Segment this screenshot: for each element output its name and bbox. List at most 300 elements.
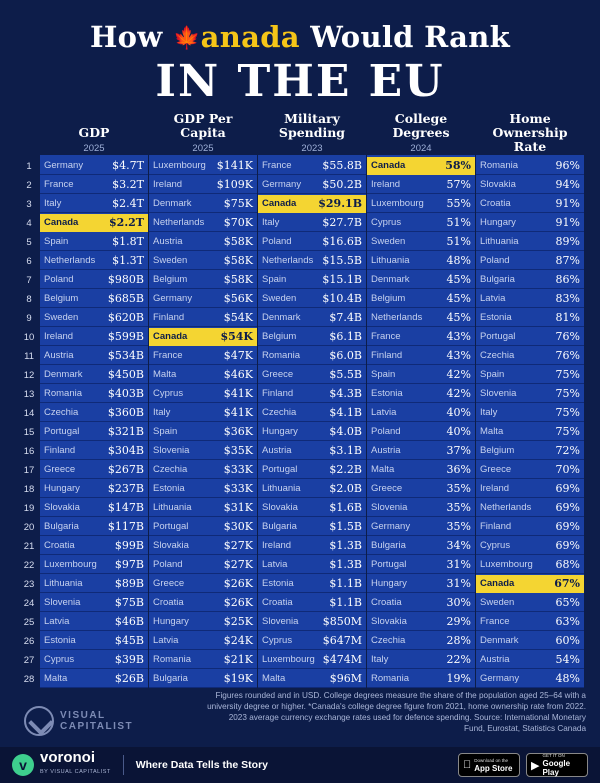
rank-number: 2 [26,180,32,191]
table-row [258,594,366,612]
highlight-row [258,195,366,213]
table-row [149,499,257,517]
table-row [149,461,257,479]
table-row [476,195,584,213]
table-row [40,575,148,593]
table-row [258,670,366,688]
table-row [367,480,475,498]
metric-value: $31K [223,501,253,514]
country-name: Germany [371,521,411,532]
country-name: Estonia [44,635,76,646]
country-name: Austria [44,350,74,361]
table-row [476,176,584,194]
country-name: Croatia [262,597,293,608]
rank-number: 25 [23,617,35,628]
metric-value: $980B [107,273,144,286]
rank-number: 18 [23,484,35,495]
metric-value: 70% [555,463,580,476]
metric-value: $474M [322,653,362,666]
table-row [40,328,148,346]
country-name: Italy [44,198,62,209]
title-line-2: IN THE EU [155,56,445,107]
table-row [40,556,148,574]
country-name: Belgium [262,331,297,342]
country-name: Austria [480,654,510,665]
metric-value: $19K [223,672,253,685]
rank-number: 19 [23,503,35,514]
country-name: Greece [44,464,76,475]
country-name: Canada [371,160,406,171]
metric-value: $26K [223,596,253,609]
country-name: Denmark [44,369,83,380]
column-header: Military Spending 2023 [278,111,346,154]
table-row [367,651,475,669]
table-row [149,252,257,270]
metric-value: $360B [107,406,144,419]
rank-number: 23 [23,579,35,590]
country-name: Latvia [262,559,288,570]
metric-value: $10.4B [322,292,362,305]
app-store-button[interactable]: Download on the App Store [458,753,520,777]
metric-value: 45% [446,311,471,324]
table-row [476,214,584,232]
metric-value: 65% [555,596,580,609]
table-row [258,366,366,384]
table-row [40,461,148,479]
metric-value: 40% [446,425,471,438]
rank-number: 15 [23,427,35,438]
table-row [40,404,148,422]
table-row [367,328,475,346]
metric-value: $46B [114,615,144,628]
metric-value: $75K [223,197,253,210]
metric-value: $534B [107,349,144,362]
country-name: Lithuania [480,236,519,247]
table-row [367,347,475,365]
rank-number: 28 [23,674,35,685]
table-row [40,632,148,650]
country-name: Austria [262,445,292,456]
country-name: France [44,179,74,190]
country-name: Cyprus [44,654,75,665]
metric-value: 67% [554,577,580,590]
metric-value: $33K [223,482,253,495]
table-row [258,651,366,669]
table-row [40,499,148,517]
country-name: Finland [153,312,185,323]
metric-value: $15.1B [322,273,362,286]
metric-value: $2.2B [329,463,362,476]
highlight-row [149,328,257,346]
rank-number: 13 [23,389,35,400]
metric-value: $70K [223,216,253,229]
country-name: Ireland [153,179,183,190]
country-name: Czechia [262,407,297,418]
table-row [149,613,257,631]
country-name: Estonia [153,483,185,494]
rank-number: 8 [26,294,32,305]
country-name: Denmark [480,635,519,646]
table-row [476,290,584,308]
country-name: Czechia [371,635,406,646]
metric-value: 31% [446,577,471,590]
metric-value: 81% [555,311,580,324]
country-name: Slovakia [480,179,516,190]
metric-value: $109K [216,178,253,191]
country-name: Netherlands [371,312,423,323]
metric-value: $35K [223,444,253,457]
country-name: Latvia [44,616,70,627]
table-row [476,252,584,270]
metric-value: 42% [446,387,471,400]
metric-value: $58K [223,254,253,267]
title-prefix: How [89,20,163,54]
metric-value: 31% [446,558,471,571]
table-row [476,309,584,327]
metric-value: $75B [114,596,144,609]
metric-value: 51% [446,235,471,248]
country-name: Portugal [262,464,298,475]
metric-value: 72% [555,444,580,457]
country-name: Italy [371,654,389,665]
rank-number: 1 [26,161,32,172]
country-name: Cyprus [262,635,293,646]
metric-value: 89% [555,235,580,248]
country-name: Germany [44,160,84,171]
metric-value: 91% [555,216,580,229]
country-name: Latvia [371,407,397,418]
table-row [40,195,148,213]
metric-value: 51% [446,216,471,229]
table-row [367,594,475,612]
metric-value: 69% [555,501,580,514]
metric-value: $26K [223,577,253,590]
country-name: Luxembourg [44,559,97,570]
table-row [40,385,148,403]
country-name: Luxembourg [153,160,206,171]
country-name: Greece [153,578,185,589]
table-row [258,328,366,346]
table-row [258,537,366,555]
metric-value: $1.6B [329,501,362,514]
country-name: France [153,350,183,361]
table-row [476,537,584,555]
metric-value: $4.7T [112,159,144,172]
metric-value: $36K [223,425,253,438]
table-row [476,366,584,384]
vc-mark-icon [24,706,54,736]
country-name: Estonia [480,312,512,323]
country-name: Sweden [480,597,515,608]
metric-value: 63% [555,615,580,628]
country-name: Romania [480,160,519,171]
metric-value: $5.5B [329,368,362,381]
metric-value: $29.1B [318,197,362,210]
country-name: Malta [371,464,395,475]
rank-number: 11 [24,351,34,362]
metric-value: $58K [223,273,253,286]
country-name: Bulgaria [371,540,406,551]
country-name: Luxembourg [480,559,533,570]
metric-value: $1.8T [112,235,144,248]
rank-number: 14 [23,408,35,419]
table-row [476,404,584,422]
table-row [258,461,366,479]
country-name: Finland [44,445,76,456]
country-name: Italy [153,407,171,418]
table-row [367,366,475,384]
metric-value: $647M [322,634,362,647]
table-row [476,499,584,517]
country-name: Malta [480,426,504,437]
table-row [476,157,584,175]
table-row [149,233,257,251]
table-row [149,290,257,308]
table-row [476,518,584,536]
metric-value: 35% [446,501,471,514]
country-name: Malta [153,369,177,380]
country-name: Portugal [153,521,189,532]
table-row [367,290,475,308]
table-row [476,670,584,688]
metric-value: 37% [446,444,471,457]
table-row [476,347,584,365]
table-row [367,176,475,194]
country-name: Slovakia [44,502,80,513]
country-name: Netherlands [44,255,96,266]
metric-value: 43% [446,349,471,362]
country-name: Spain [153,426,178,437]
table-row [40,271,148,289]
country-name: Bulgaria [480,274,515,285]
metric-value: 75% [555,387,580,400]
country-name: Luxembourg [371,198,424,209]
table-row [367,195,475,213]
rank-number: 20 [23,522,35,533]
table-row [367,442,475,460]
country-name: Croatia [153,597,184,608]
metric-value: 57% [446,178,471,191]
country-name: France [371,331,401,342]
table-row [40,480,148,498]
country-name: Croatia [371,597,402,608]
rank-number: 3 [26,199,32,210]
rank-number: 21 [23,541,35,552]
country-name: Sweden [44,312,79,323]
table-row [40,423,148,441]
country-name: Poland [153,559,183,570]
table-row [367,271,475,289]
table-row [258,385,366,403]
country-name: Greece [480,464,512,475]
country-name: Romania [371,673,410,684]
table-row [367,461,475,479]
country-name: Portugal [480,331,516,342]
metric-value: 30% [446,596,471,609]
metric-value: $321B [107,425,144,438]
metric-value: $4.1B [329,406,362,419]
country-name: Canada [480,578,515,589]
country-name: Estonia [371,388,403,399]
table-row [149,404,257,422]
highlight-row [367,157,475,175]
metric-value: 36% [446,463,471,476]
country-name: France [262,160,292,171]
table-row [149,214,257,232]
country-name: Denmark [153,198,192,209]
country-name: Estonia [262,578,294,589]
country-name: Belgium [480,445,515,456]
country-name: Malta [262,673,286,684]
metric-value: 76% [555,330,580,343]
metric-value: 69% [555,520,580,533]
metric-value: $41K [223,406,253,419]
country-name: Lithuania [262,483,301,494]
country-name: Portugal [44,426,80,437]
metric-value: 40% [446,406,471,419]
metric-value: $267B [107,463,144,476]
rank-number: 7 [26,275,32,286]
country-name: Portugal [371,559,407,570]
title-line-1 [0,20,600,54]
table-row [40,157,148,175]
country-name: Slovenia [480,388,517,399]
metric-value: $2.2T [109,216,144,229]
table-row [258,176,366,194]
country-name: Poland [44,274,74,285]
country-name: Hungary [153,616,189,627]
metric-value: $56K [223,292,253,305]
metric-value: $6.1B [329,330,362,343]
table-row [40,252,148,270]
table-row [258,347,366,365]
country-name: Lithuania [44,578,83,589]
country-name: Malta [44,673,68,684]
country-name: Poland [262,236,292,247]
metric-value: 68% [555,558,580,571]
column-header: GDP 2025 [78,125,110,154]
country-name: Canada [262,198,297,209]
table-row [367,537,475,555]
table-row [149,309,257,327]
voronoi-logo-icon: v [12,754,34,776]
highlight-row [476,575,584,593]
country-name: Hungary [371,578,407,589]
table-row [367,518,475,536]
voronoi-name: voronoi BY VISUAL CAPITALIST [40,749,111,775]
metric-value: $27K [223,539,253,552]
metric-value: $7.4B [329,311,362,324]
google-play-button[interactable]: ▶ GET IT ON Google Play [526,753,588,777]
metric-value: $33K [223,463,253,476]
country-name: Cyprus [153,388,184,399]
metric-value: $39B [114,653,144,666]
country-name: Austria [153,236,183,247]
country-name: Netherlands [262,255,314,266]
metric-value: $1.5B [329,520,362,533]
country-name: Bulgaria [262,521,297,532]
metric-value: 75% [555,425,580,438]
table-row [367,670,475,688]
table-row [40,613,148,631]
column-header: GDP Per Capita 2025 [173,111,233,154]
country-name: Canada [153,331,188,342]
title-suffix: Would Rank [310,20,511,54]
table-row [258,556,366,574]
table-row [40,309,148,327]
country-name: Ireland [371,179,401,190]
country-name: Canada [44,217,79,228]
table-row [40,176,148,194]
country-name: Czechia [480,350,515,361]
table-row [476,271,584,289]
country-name: Slovenia [44,597,81,608]
metric-value: $1.3T [112,254,144,267]
rank-number: 12 [23,370,35,381]
metric-value: $47K [223,349,253,362]
country-name: Ireland [44,331,74,342]
metric-value: $24K [223,634,253,647]
metric-value: $25K [223,615,253,628]
table-row [149,651,257,669]
country-name: Netherlands [153,217,205,228]
metric-value: 75% [555,406,580,419]
metric-value: $30K [223,520,253,533]
country-name: Croatia [480,198,511,209]
column-header: College Degrees 2024 [392,111,450,154]
country-name: Greece [371,483,403,494]
country-name: Cyprus [371,217,402,228]
metric-value: $403B [107,387,144,400]
metric-value: 87% [555,254,580,267]
country-name: Germany [480,673,520,684]
metric-value: $450B [107,368,144,381]
table-row [476,461,584,479]
table-row [367,632,475,650]
table-row [476,233,584,251]
metric-value: $99B [114,539,144,552]
table-row [40,537,148,555]
column-header: Home Ownership Rate [492,111,568,154]
table-row [258,252,366,270]
metric-value: $599B [107,330,144,343]
country-name: Hungary [262,426,298,437]
country-name: Germany [262,179,302,190]
table-row [476,480,584,498]
metric-value: 69% [555,539,580,552]
title-country: 🍁anada [172,20,300,54]
metric-value: 42% [446,368,471,381]
table-row [149,575,257,593]
country-name: Spain [480,369,505,380]
rank-number: 4 [26,218,32,229]
metric-value: $850M [322,615,362,628]
metric-value: 45% [446,273,471,286]
table-row [40,442,148,460]
metric-value: 29% [446,615,471,628]
metric-value: 75% [555,368,580,381]
metric-value: 34% [446,539,471,552]
table-row [149,366,257,384]
country-name: Netherlands [480,502,532,513]
table-row [149,518,257,536]
table-row [149,423,257,441]
maple-leaf-icon: 🍁 [172,25,201,51]
metric-value: $2.0B [329,482,362,495]
table-row [149,670,257,688]
metric-value: 45% [446,292,471,305]
country-name: Germany [153,293,193,304]
